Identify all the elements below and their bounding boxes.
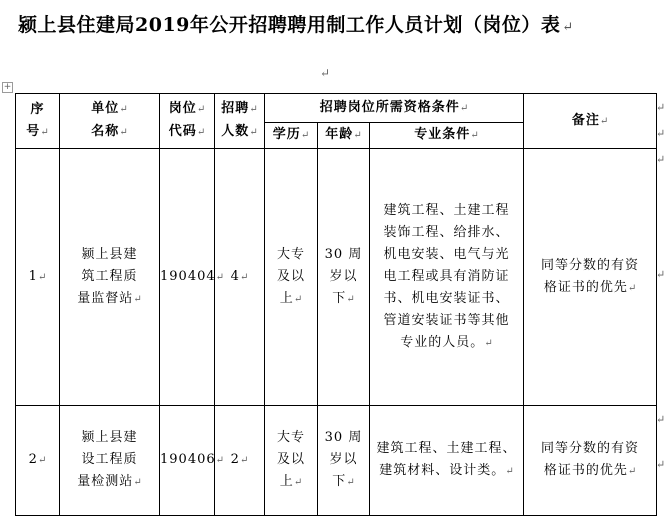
cell-unit: 颍上县建 设工程质 量检测站↵ bbox=[60, 406, 160, 516]
paragraph-mark: ↵ bbox=[320, 66, 331, 80]
header-age: 年龄↵ bbox=[318, 123, 370, 149]
header-education: 学历↵ bbox=[265, 123, 318, 149]
cell-seq: 2↵ bbox=[16, 406, 60, 516]
table-row bbox=[16, 406, 657, 516]
cell-post-code: 190406↵ bbox=[160, 406, 215, 516]
table-move-handle-icon[interactable]: + bbox=[3, 82, 12, 92]
cell-unit: 颍上县建 筑工程质 量监督站↵ bbox=[60, 149, 160, 406]
cell-age: 30 周 岁以 下↵ bbox=[318, 149, 370, 406]
cell-hire-count: 4↵ bbox=[215, 149, 265, 406]
paragraph-mark: ↵ bbox=[656, 413, 666, 426]
header-post-code: 岗位↵ 代码↵ bbox=[160, 94, 215, 149]
header-requirements: 招聘岗位所需资格条件↵ bbox=[265, 94, 524, 123]
table-row bbox=[16, 149, 657, 406]
header-seq: 序 号↵ bbox=[16, 94, 60, 149]
cell-post-code: 190404↵ bbox=[160, 149, 215, 406]
header-remarks: 备注↵ bbox=[524, 94, 657, 149]
header-major: 专业条件↵ bbox=[370, 123, 524, 149]
paragraph-mark: ↵ bbox=[656, 153, 666, 166]
cell-education: 大专 及以 上↵ bbox=[265, 406, 318, 516]
paragraph-mark: ↵ bbox=[656, 101, 666, 114]
cell-major: 建筑工程、土建工程 装饰工程、给排水、 机电安装、电气与光 电工程或具有消防证 书、机电安装证书、 管道安装证书等其他 专业的人员。↵ bbox=[370, 149, 524, 406]
cell-education: 大专 及以 上↵ bbox=[265, 149, 318, 406]
recruitment-table bbox=[15, 93, 657, 516]
cell-age: 30 周 岁以 下↵ bbox=[318, 406, 370, 516]
cell-remarks: 同等分数的有资 格证书的优先↵ bbox=[524, 406, 657, 516]
paragraph-mark: ↵ bbox=[562, 20, 574, 35]
header-unit: 单位↵ 名称↵ bbox=[60, 94, 160, 149]
cell-remarks: 同等分数的有资 格证书的优先↵ bbox=[524, 149, 657, 406]
paragraph-mark: ↵ bbox=[656, 268, 666, 281]
cell-major: 建筑工程、土建工程、 建筑材料、设计类。↵ bbox=[370, 406, 524, 516]
cell-hire-count: 2↵ bbox=[215, 406, 265, 516]
document-title: 颍上县住建局2019年公开招聘聘用制工作人员计划（岗位）表 ↵ bbox=[18, 14, 574, 36]
cell-seq: 1↵ bbox=[16, 149, 60, 406]
paragraph-mark: ↵ bbox=[656, 458, 666, 471]
paragraph-mark: ↵ bbox=[656, 127, 666, 140]
header-hire-count: 招聘↵ 人数↵ bbox=[215, 94, 265, 149]
